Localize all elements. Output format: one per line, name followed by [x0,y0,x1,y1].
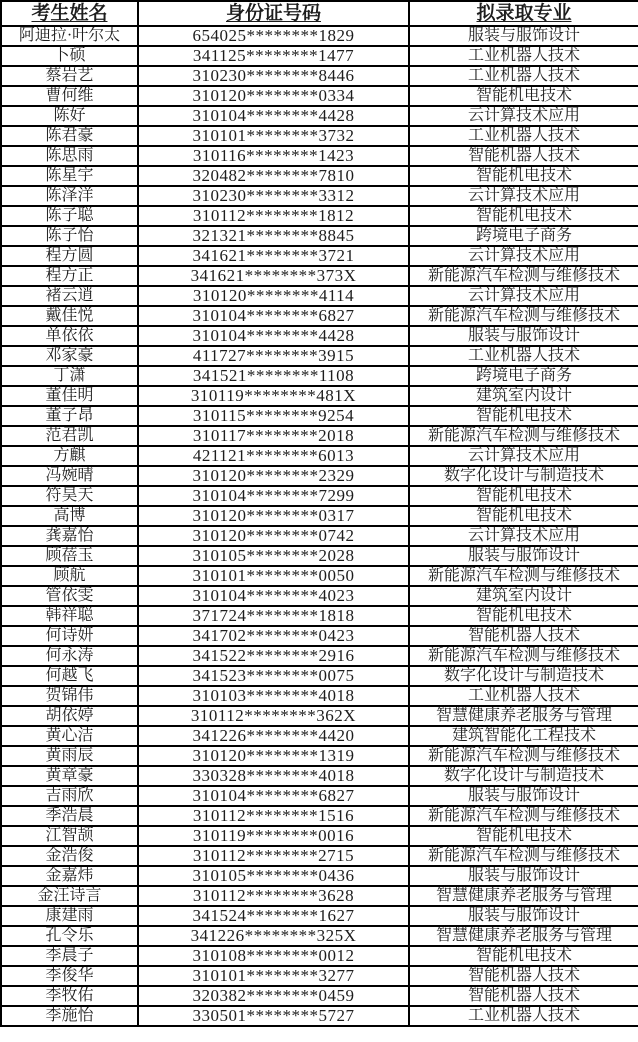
table-row [1,886,638,906]
cell-admission-major: 云计算技术应用 [409,106,638,126]
table-body [1,26,638,1026]
table-row [1,186,638,206]
cell-candidate-name: 管依雯 [1,586,138,606]
cell-id-number: 421121********6013 [138,446,409,466]
table-row [1,486,638,506]
table-row [1,566,638,586]
cell-candidate-name: 黄心洁 [1,726,138,746]
cell-id-number: 310112********1516 [138,806,409,826]
cell-admission-major: 服装与服饰设计 [409,866,638,886]
cell-id-number: 320482********7810 [138,166,409,186]
cell-candidate-name: 陈君豪 [1,126,138,146]
cell-candidate-name: 顾蓓玉 [1,546,138,566]
cell-admission-major: 工业机器人技术 [409,66,638,86]
table-row [1,646,638,666]
cell-candidate-name: 孔令乐 [1,926,138,946]
cell-candidate-name: 金汪诗言 [1,886,138,906]
table-row [1,426,638,446]
cell-candidate-name: 冯婉晴 [1,466,138,486]
table-row [1,226,638,246]
cell-candidate-name: 曹何维 [1,86,138,106]
cell-admission-major: 服装与服饰设计 [409,26,638,46]
table-row [1,746,638,766]
cell-candidate-name: 陈子怡 [1,226,138,246]
cell-id-number: 310112********3628 [138,886,409,906]
table-row [1,366,638,386]
table-row [1,786,638,806]
table-row [1,806,638,826]
cell-id-number: 310117********2018 [138,426,409,446]
table-row [1,726,638,746]
table-row [1,466,638,486]
cell-candidate-name: 董子昂 [1,406,138,426]
cell-id-number: 654025********1829 [138,26,409,46]
cell-admission-major: 服装与服饰设计 [409,546,638,566]
cell-admission-major: 新能源汽车检测与维修技术 [409,846,638,866]
cell-admission-major: 数字化设计与制造技术 [409,466,638,486]
cell-candidate-name: 范君凯 [1,426,138,446]
table-row [1,406,638,426]
cell-id-number: 330501********5727 [138,1006,409,1026]
table-row [1,826,638,846]
cell-admission-major: 智能机电技术 [409,486,638,506]
cell-id-number: 310230********8446 [138,66,409,86]
cell-id-number: 310112********2715 [138,846,409,866]
cell-candidate-name: 邓家豪 [1,346,138,366]
cell-id-number: 310112********362X [138,706,409,726]
table-row [1,346,638,366]
cell-candidate-name: 丁潇 [1,366,138,386]
table-row [1,766,638,786]
cell-admission-major: 智能机器人技术 [409,986,638,1006]
cell-id-number: 310120********0317 [138,506,409,526]
cell-admission-major: 新能源汽车检测与维修技术 [409,646,638,666]
table-row [1,926,638,946]
cell-id-number: 341521********1108 [138,366,409,386]
cell-admission-major: 建筑室内设计 [409,586,638,606]
cell-admission-major: 工业机器人技术 [409,126,638,146]
cell-id-number: 310105********0436 [138,866,409,886]
table-row [1,266,638,286]
cell-admission-major: 云计算技术应用 [409,286,638,306]
cell-id-number: 310119********0016 [138,826,409,846]
table-row [1,586,638,606]
cell-id-number: 341125********1477 [138,46,409,66]
cell-admission-major: 工业机器人技术 [409,686,638,706]
table-row [1,666,638,686]
table-row [1,386,638,406]
cell-id-number: 321321********8845 [138,226,409,246]
cell-candidate-name: 吉雨欣 [1,786,138,806]
cell-candidate-name: 李俊华 [1,966,138,986]
cell-admission-major: 智能机电技术 [409,206,638,226]
table-row [1,146,638,166]
cell-admission-major: 智能机器人技术 [409,966,638,986]
table-row [1,986,638,1006]
cell-id-number: 341523********0075 [138,666,409,686]
cell-candidate-name: 陈思雨 [1,146,138,166]
cell-candidate-name: 陈星宇 [1,166,138,186]
cell-candidate-name: 阿迪拉·叶尔太 [1,26,138,46]
cell-id-number: 310104********7299 [138,486,409,506]
cell-candidate-name: 程方正 [1,266,138,286]
cell-candidate-name: 程方圆 [1,246,138,266]
cell-admission-major: 建筑智能化工程技术 [409,726,638,746]
cell-id-number: 310120********4114 [138,286,409,306]
cell-candidate-name: 顾航 [1,566,138,586]
cell-admission-major: 云计算技术应用 [409,526,638,546]
table-row [1,26,638,46]
table-row [1,546,638,566]
cell-id-number: 310101********0050 [138,566,409,586]
cell-id-number: 341702********0423 [138,626,409,646]
cell-admission-major: 新能源汽车检测与维修技术 [409,566,638,586]
cell-id-number: 310108********0012 [138,946,409,966]
cell-admission-major: 工业机器人技术 [409,1006,638,1026]
cell-admission-major: 智能机电技术 [409,506,638,526]
cell-id-number: 341621********3721 [138,246,409,266]
cell-id-number: 310119********481X [138,386,409,406]
column-header-candidate-name: 考生姓名 [1,1,138,26]
cell-admission-major: 云计算技术应用 [409,186,638,206]
cell-id-number: 341621********373X [138,266,409,286]
cell-candidate-name: 蔡岩艺 [1,66,138,86]
table-row [1,526,638,546]
cell-candidate-name: 陈好 [1,106,138,126]
cell-admission-major: 服装与服饰设计 [409,326,638,346]
cell-id-number: 341226********325X [138,926,409,946]
cell-admission-major: 智能机电技术 [409,166,638,186]
table-row [1,506,638,526]
cell-id-number: 310101********3277 [138,966,409,986]
table-row [1,66,638,86]
cell-admission-major: 新能源汽车检测与维修技术 [409,806,638,826]
cell-candidate-name: 陈泽洋 [1,186,138,206]
cell-id-number: 310103********4018 [138,686,409,706]
cell-admission-major: 智能机电技术 [409,86,638,106]
table-row [1,306,638,326]
cell-admission-major: 跨境电子商务 [409,226,638,246]
cell-admission-major: 工业机器人技术 [409,346,638,366]
cell-candidate-name: 李牧佑 [1,986,138,1006]
cell-candidate-name: 龚嘉怡 [1,526,138,546]
cell-candidate-name: 李施怡 [1,1006,138,1026]
cell-admission-major: 智能机电技术 [409,826,638,846]
cell-id-number: 341524********1627 [138,906,409,926]
cell-candidate-name: 康建雨 [1,906,138,926]
cell-admission-major: 云计算技术应用 [409,246,638,266]
cell-candidate-name: 董佳明 [1,386,138,406]
column-header-id-number: 身份证号码 [138,1,409,26]
cell-admission-major: 智能机器人技术 [409,626,638,646]
cell-candidate-name: 何诗妍 [1,626,138,646]
cell-admission-major: 工业机器人技术 [409,46,638,66]
cell-candidate-name: 韩祥聪 [1,606,138,626]
cell-id-number: 310120********0742 [138,526,409,546]
table-row [1,86,638,106]
table-row [1,126,638,146]
cell-candidate-name: 符昊天 [1,486,138,506]
table-row [1,686,638,706]
cell-id-number: 310104********4428 [138,106,409,126]
cell-candidate-name: 胡依婷 [1,706,138,726]
cell-id-number: 310104********6827 [138,786,409,806]
table-row [1,166,638,186]
cell-id-number: 320382********0459 [138,986,409,1006]
table-row [1,846,638,866]
cell-candidate-name: 黄章豪 [1,766,138,786]
cell-admission-major: 智能机电技术 [409,406,638,426]
cell-id-number: 310120********0334 [138,86,409,106]
table-header-row [1,1,638,26]
table-row [1,966,638,986]
cell-id-number: 341522********2916 [138,646,409,666]
cell-admission-major: 数字化设计与制造技术 [409,766,638,786]
cell-candidate-name: 陈子聪 [1,206,138,226]
cell-candidate-name: 高博 [1,506,138,526]
cell-candidate-name: 金嘉炜 [1,866,138,886]
cell-admission-major: 智慧健康养老服务与管理 [409,706,638,726]
cell-admission-major: 跨境电子商务 [409,366,638,386]
cell-candidate-name: 季浩晨 [1,806,138,826]
cell-admission-major: 服装与服饰设计 [409,906,638,926]
cell-id-number: 411727********3915 [138,346,409,366]
cell-id-number: 310104********4023 [138,586,409,606]
cell-candidate-name: 金浩俊 [1,846,138,866]
table-row [1,446,638,466]
table-row [1,326,638,346]
table-row [1,1006,638,1026]
cell-id-number: 330328********4018 [138,766,409,786]
cell-candidate-name: 贺锦伟 [1,686,138,706]
cell-id-number: 371724********1818 [138,606,409,626]
cell-id-number: 310112********1812 [138,206,409,226]
cell-candidate-name: 卜硕 [1,46,138,66]
cell-id-number: 310116********1423 [138,146,409,166]
table-row [1,866,638,886]
cell-id-number: 310115********9254 [138,406,409,426]
cell-id-number: 310105********2028 [138,546,409,566]
table-row [1,286,638,306]
cell-candidate-name: 何永涛 [1,646,138,666]
table-row [1,106,638,126]
cell-admission-major: 智能机器人技术 [409,146,638,166]
cell-candidate-name: 褚云逍 [1,286,138,306]
cell-candidate-name: 黄雨辰 [1,746,138,766]
table-row [1,626,638,646]
cell-id-number: 310101********3732 [138,126,409,146]
cell-id-number: 341226********4420 [138,726,409,746]
table-row [1,46,638,66]
cell-candidate-name: 李晨子 [1,946,138,966]
cell-admission-major: 新能源汽车检测与维修技术 [409,306,638,326]
cell-admission-major: 智能机电技术 [409,606,638,626]
cell-admission-major: 智能机电技术 [409,946,638,966]
cell-id-number: 310104********6827 [138,306,409,326]
table-row [1,206,638,226]
table-row [1,706,638,726]
cell-candidate-name: 戴佳悦 [1,306,138,326]
cell-admission-major: 服装与服饰设计 [409,786,638,806]
cell-admission-major: 数字化设计与制造技术 [409,666,638,686]
cell-admission-major: 新能源汽车检测与维修技术 [409,426,638,446]
cell-admission-major: 智慧健康养老服务与管理 [409,926,638,946]
column-header-admission-major: 拟录取专业 [409,1,638,26]
cell-admission-major: 新能源汽车检测与维修技术 [409,746,638,766]
cell-admission-major: 建筑室内设计 [409,386,638,406]
table-row [1,906,638,926]
cell-admission-major: 新能源汽车检测与维修技术 [409,266,638,286]
cell-id-number: 310104********4428 [138,326,409,346]
table-row [1,606,638,626]
cell-candidate-name: 何越飞 [1,666,138,686]
cell-id-number: 310120********2329 [138,466,409,486]
cell-id-number: 310120********1319 [138,746,409,766]
cell-admission-major: 云计算技术应用 [409,446,638,466]
table-row [1,946,638,966]
cell-candidate-name: 江智颉 [1,826,138,846]
cell-admission-major: 智慧健康养老服务与管理 [409,886,638,906]
table-row [1,246,638,266]
cell-id-number: 310230********3312 [138,186,409,206]
cell-candidate-name: 单依依 [1,326,138,346]
cell-candidate-name: 方麒 [1,446,138,466]
